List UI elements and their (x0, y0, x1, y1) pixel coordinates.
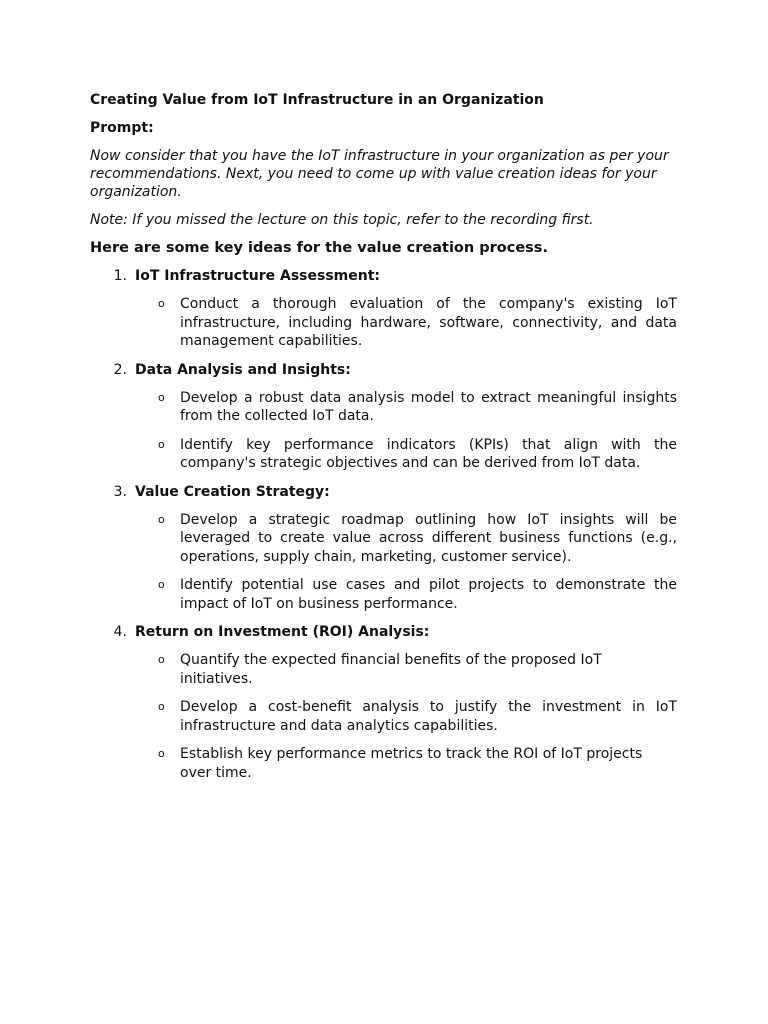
list-item (90, 389, 677, 426)
bullet-icon: o (158, 437, 165, 451)
list-item-text: Identify key performance indicators (KPIs) that align with the company's strategic objectives and can be derived from IoT data. (180, 436, 677, 471)
list-item-text: Develop a robust data analysis model to extract meaningful insights from the collected IoT data. (180, 389, 677, 424)
section-number: 3. (113, 483, 127, 500)
section-4 (90, 623, 677, 782)
bullet-icon: o (158, 390, 165, 404)
list-item (90, 651, 677, 688)
prompt-label: Prompt: (90, 120, 154, 136)
list-item (90, 698, 677, 735)
list-item (90, 576, 677, 613)
section-title: Data Analysis and Insights: (135, 361, 351, 378)
bullet-icon: o (158, 700, 165, 713)
prompt-text: Now consider that you have the IoT infrastructure in your organization as per your recommendations. Next, you need to come up with value creation ideas for your organization. (90, 148, 669, 200)
intro-heading: Here are some key ideas for the value creation process. (90, 240, 548, 256)
section-number: 1. (113, 268, 127, 284)
section-heading (90, 267, 677, 285)
list-item (90, 436, 677, 473)
section-heading (90, 361, 677, 379)
section-number: 4. (113, 624, 127, 640)
section-title: IoT Infrastructure Assessment: (135, 268, 380, 284)
list-item-text: Identify potential use cases and pilot projects to demonstrate the impact of IoT on business performance. (180, 577, 677, 612)
section-2 (90, 361, 677, 473)
list-item-text: Develop a cost-benefit analysis to justify the investment in IoT infrastructure and data analytics capabilities. (180, 699, 677, 734)
bullet-icon: o (158, 747, 165, 760)
list-item (90, 511, 677, 567)
list-item-text: Develop a strategic roadmap outlining how IoT insights will be leveraged to create value across different business functions (e.g., operations, supply chain, marketing, customer service). (180, 511, 677, 565)
section-1 (90, 267, 677, 351)
document-title: Creating Value from IoT Infrastructure in an Organization (90, 92, 544, 108)
section-heading (90, 623, 677, 641)
note-text: Note: If you missed the lecture on this topic, refer to the recording first. (90, 212, 594, 228)
list-item-text: Quantify the expected financial benefits of the proposed IoT initiatives. (180, 652, 602, 687)
section-number: 2. (113, 361, 127, 378)
list-item-text: Establish key performance metrics to track the ROI of IoT projects over time. (180, 746, 643, 781)
section-title: Value Creation Strategy: (135, 483, 330, 500)
list-item-text: Conduct a thorough evaluation of the company's existing IoT infrastructure, including hardware, software, connectivity, and data management capabilities. (180, 296, 677, 349)
section-heading (90, 483, 677, 501)
bullet-icon: o (158, 512, 165, 526)
bullet-icon: o (158, 653, 165, 666)
section-title: Return on Investment (ROI) Analysis: (135, 624, 430, 640)
document-page (90, 91, 677, 792)
bullet-icon: o (158, 297, 165, 310)
list-item (90, 295, 677, 351)
bullet-icon: o (158, 578, 165, 591)
section-3 (90, 483, 677, 614)
list-item (90, 745, 677, 782)
